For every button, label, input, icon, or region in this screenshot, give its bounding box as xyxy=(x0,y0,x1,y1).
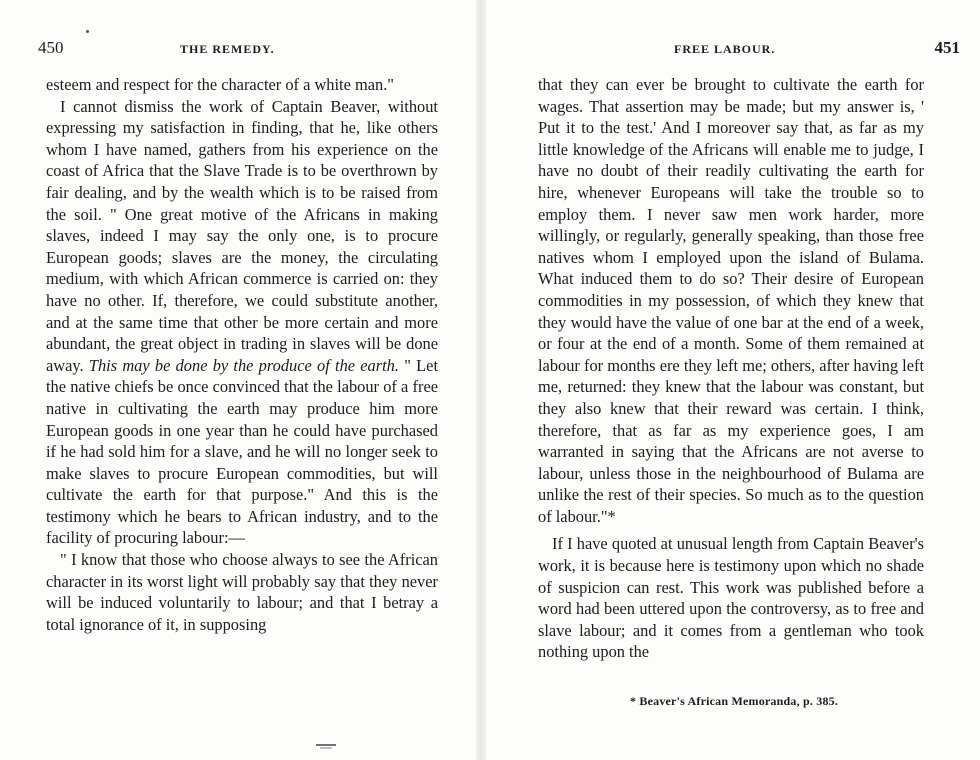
paragraph: If I have quoted at unusual length from Captain Beaver's work, it is because here is testimony upon which no shade of suspicion can rest. This work was published before a word had been uttered upon the controversy, as to free and slave labour; and it comes from a gentleman who took nothing upon the xyxy=(538,534,924,662)
paragraph: that they can ever be brought to cultivate the earth for wages. That assertion may be made; but my answer is, ' Put it to the test.' And I moreover say that, as far as my little knowledge of the Africans will enable me to judge, I have no doubt of their readily cultivating the earth for hire, whenever Europeans will take the trouble so to employ them. I never saw men work harder, more willingly, or regularly, generally speaking, than those free natives whom I employed upon the island of Bulama. What induced them to do so? Their desire of European commodities in my possession, of which they knew that they would have the value of one bar at the end of a week, or four at the end of a month. Some of them remained at labour for months ere they left me; others, after having left me, returned: they knew that the labour was constant, but they also knew that their reward was certain. I think, therefore, that as far as my experience goes, I am warranted in saying that the Africans are not averse to labour, unless those in the neighbourhood of Bulama are unlike the rest of their species. So much as to the question of labour."* xyxy=(538,75,924,526)
paragraph: " I know that those who choose always to see the African character in its worst light will probably say that they never will be induced voluntarily to labour; and that I betray a total ignorance of it, in supposing xyxy=(46,550,438,634)
left-page-header xyxy=(38,38,438,66)
right-page-text xyxy=(538,74,924,663)
paragraph-text: " Let the native chiefs be once convinced that the labour of a free native in cultivating the earth may produce him more European goods in one year than he could have purchased if he had sold him for a slave, and he will no longer seek to make slaves to procure European commodities, but will cultivate the earth for that purpose." And this is the testimony which he bears to African industry, and to the facility of procuring labour:— xyxy=(46,355,438,548)
italic-emphasis: This may be done by the produce of the earth. xyxy=(88,355,399,375)
left-page-text xyxy=(46,74,438,635)
paragraph xyxy=(46,96,438,549)
running-head-left: THE REMEDY. xyxy=(180,42,275,56)
paragraph: esteem and respect for the character of a white man." xyxy=(46,75,394,94)
paragraph-text: I cannot dismiss the work of Captain Beaver, without expressing my satisfaction in finding, that he, like others whom I have named, gathers from his experience on the coast of Africa that the Slave Trade is to be overthrown by fair dealing, and by the wealth which is to be raised from the soil. " One great motive of the Africans in making slaves, indeed I may say the only one, is to procure European goods; slaves are the money, the circulating medium, with which African commerce is carried on: they have no other. If, therefore, we could substitute another, and at the same time that other be more certain and more abundant, the great object in trading in slaves will be done away. xyxy=(46,96,438,375)
running-head-right: FREE LABOUR. xyxy=(674,42,776,56)
page-number-450: 450 xyxy=(38,38,64,57)
page-number-451: 451 xyxy=(934,38,960,57)
book-gutter xyxy=(476,0,486,760)
footnote: * Beaver's African Memoranda, p. 385. xyxy=(630,694,839,708)
left-page xyxy=(0,0,470,760)
right-page xyxy=(490,0,980,760)
printer-mark-icon xyxy=(314,742,338,750)
right-page-header xyxy=(530,38,960,66)
